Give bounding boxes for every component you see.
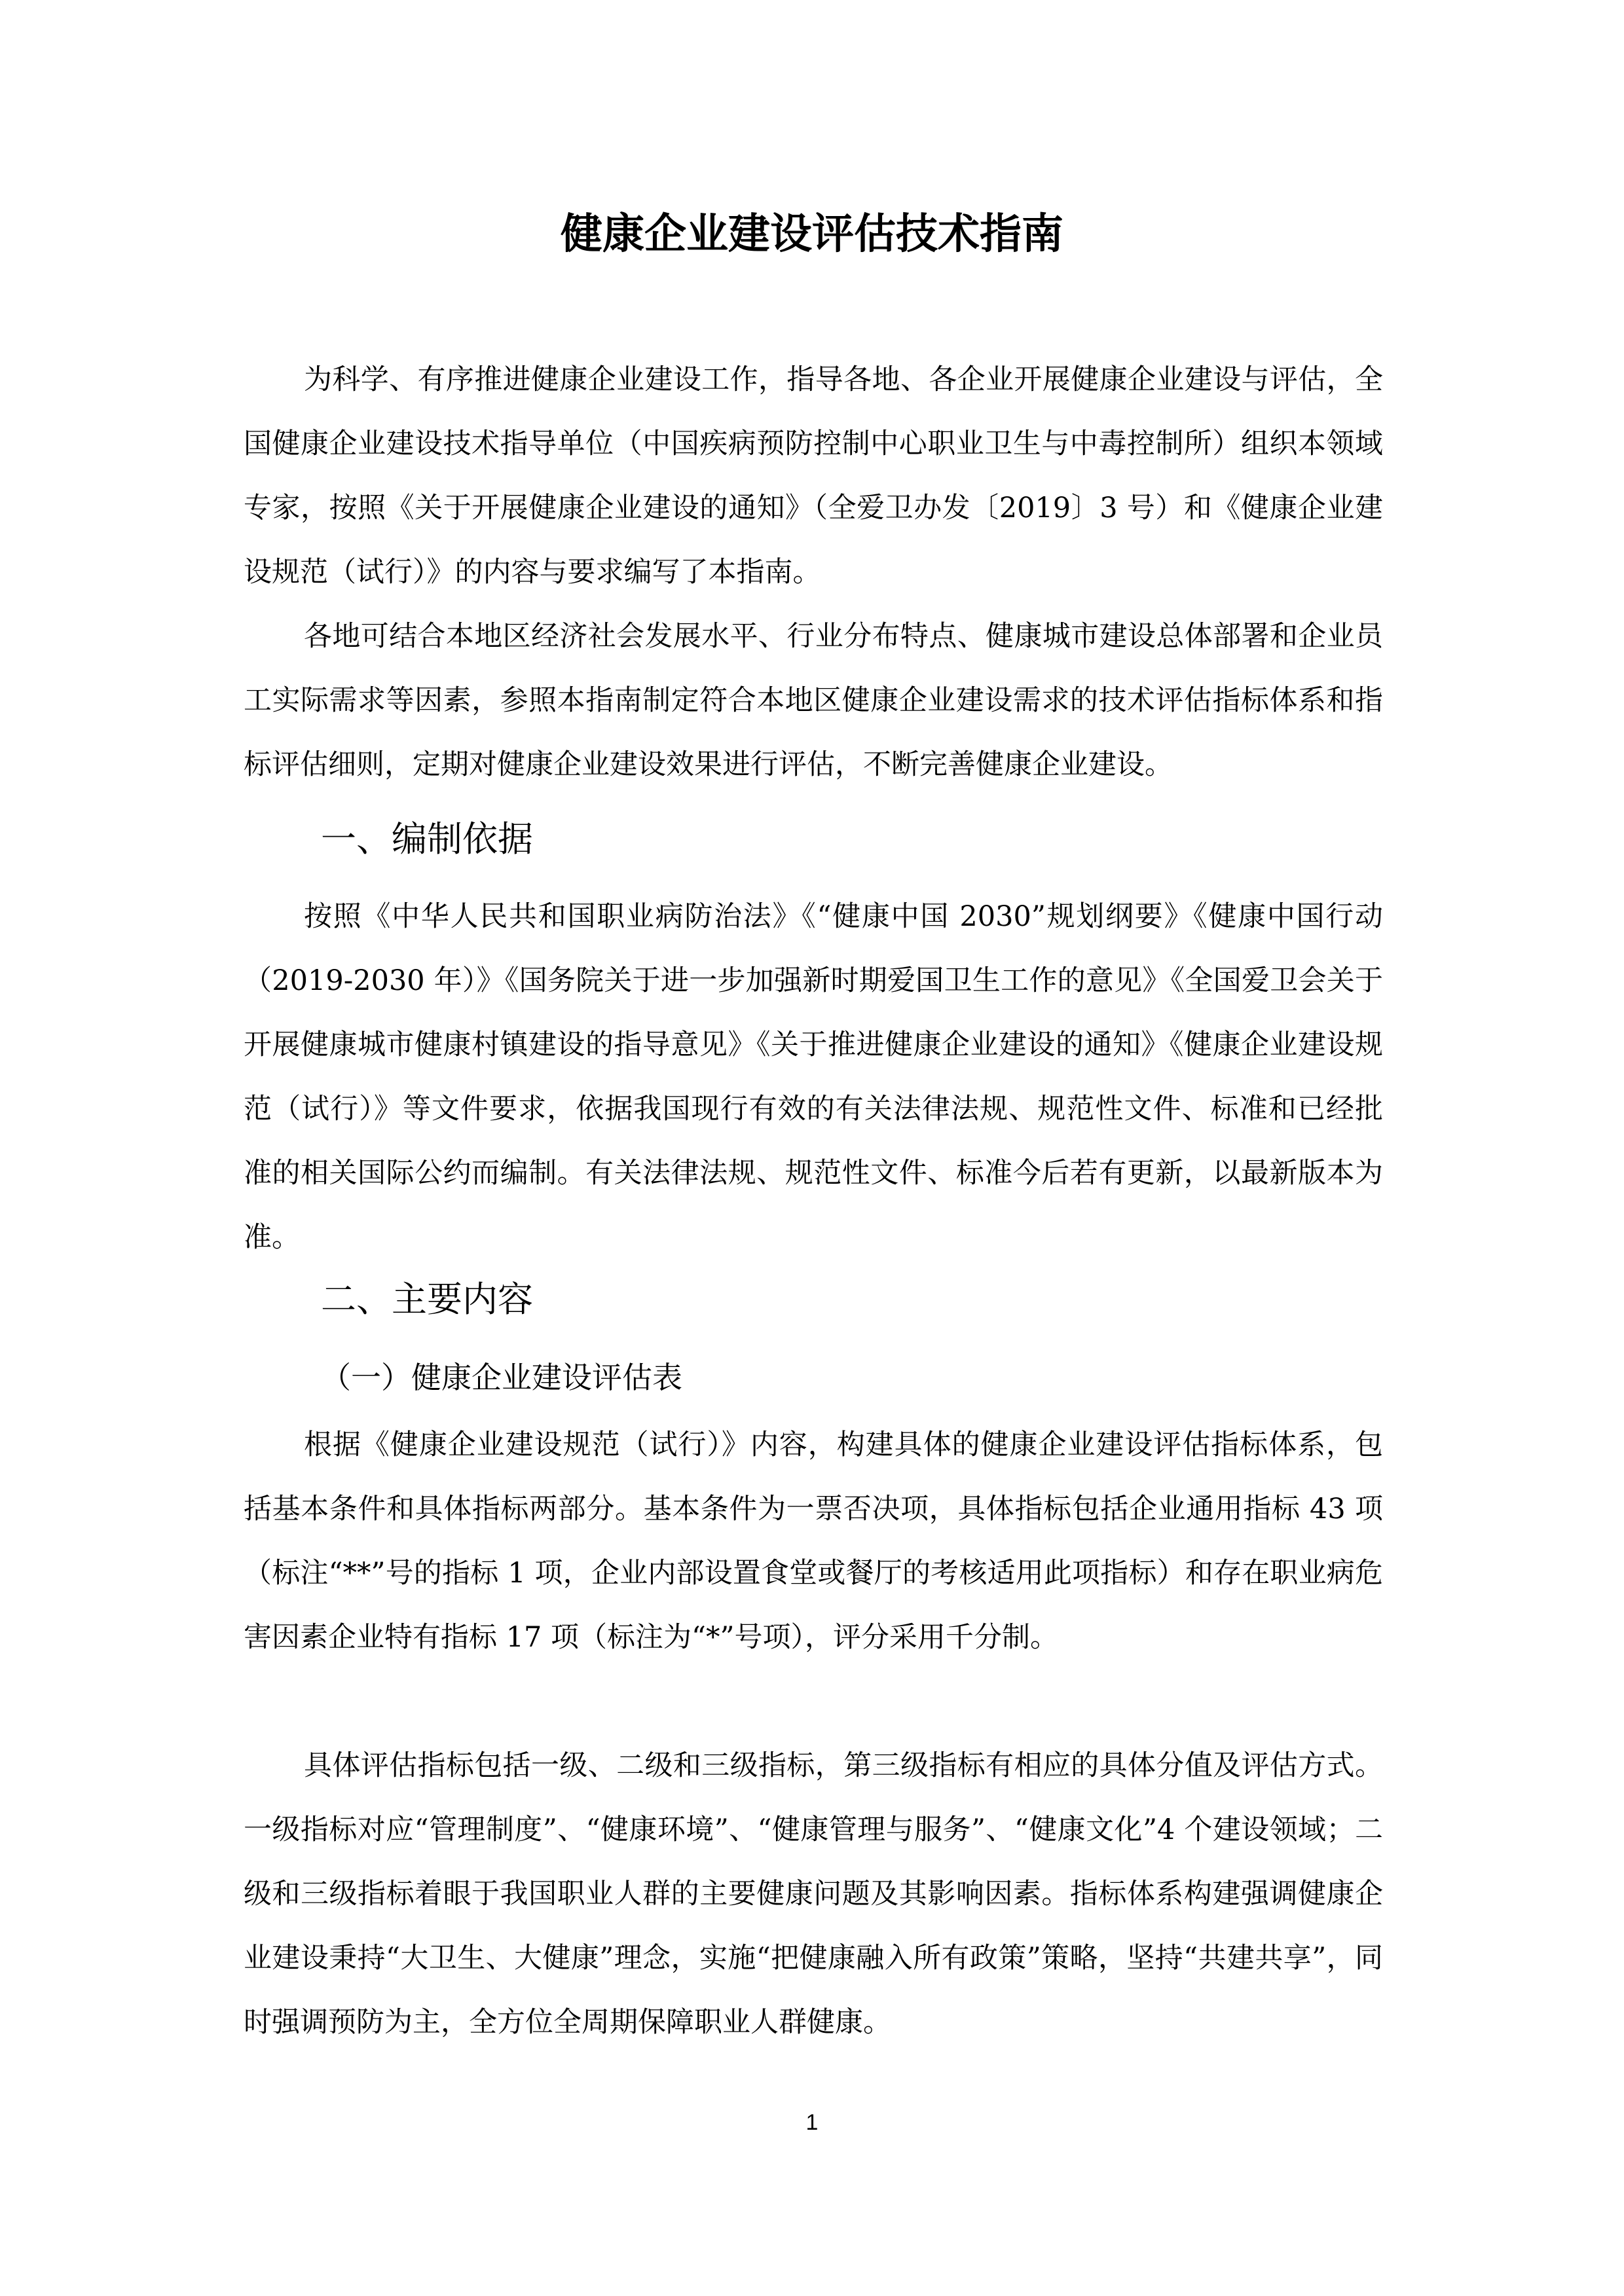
content-paragraph-2: 具体评估指标包括一级、二级和三级指标，第三级指标有相应的具体分值及评估方式。一级指标对应“管理制度”、“健康环境”、“健康管理与服务”、“健康文化”4 个建设领域；二级和三级指标着眼于我国职业人群的主要健康问题及其影响因素。指标体系构建强调健康企业建设秉持“大卫生、大健康”理念，实施“把健康融入所有政策”策略，坚持“共建共享”，同时强调预防为主，全方位全周期保障职业人群健康。 — [244, 1749, 1383, 2039]
document-title: 健康企业建设评估技术指南 — [561, 210, 1063, 259]
section-heading-content: 二、主要内容 — [321, 1279, 533, 1320]
section-heading-basis: 一、编制依据 — [321, 818, 533, 860]
content-paragraph: 根据《健康企业建设规范（试行）》内容，构建具体的健康企业建设评估指标体系，包括基本条件和具体指标两部分。基本条件为一票否决项，具体指标包括企业通用指标 43 项（标注“**”号的指标 1 项，企业内部设置食堂或餐厅的考核适用此项指标）和存在职业病危害因素企业特有指标 17 项（标注为“*”号项），评分采用千分制。 — [244, 1429, 1383, 1654]
page-number: 1 — [805, 2110, 819, 2135]
intro-paragraph: 为科学、有序推进健康企业建设工作，指导各地、各企业开展健康企业建设与评估，全国健康企业建设技术指导单位（中国疾病预防控制中心职业卫生与中毒控制所）组织本领域专家，按照《关于开展健康企业建设的通知》（全爱卫办发〔2019〕3 号）和《健康企业建设规范（试行）》的内容与要求编写了本指南。 — [244, 363, 1383, 589]
subsection-heading-assessment-table: （一）健康企业建设评估表 — [321, 1360, 682, 1395]
intro-paragraph-2: 各地可结合本地区经济社会发展水平、行业分布特点、健康城市建设总体部署和企业员工实际需求等因素，参照本指南制定符合本地区健康企业建设需求的技术评估指标体系和指标评估细则，定期对健康企业建设效果进行评估，不断完善健康企业建设。 — [244, 620, 1383, 781]
basis-paragraph: 按照《中华人民共和国职业病防治法》《“健康中国 2030”规划纲要》《健康中国行动（2019-2030 年）》《国务院关于进一步加强新时期爱国卫生工作的意见》《全国爱卫会关于开展健康城市健康村镇建设的指导意见》《关于推进健康企业建设的通知》《健康企业建设规范（试行）》等文件要求，依据我国现行有效的有关法律法规、规范性文件、标准和已经批准的相关国际公约而编制。有关法律法规、规范性文件、标准今后若有更新，以最新版本为准。 — [244, 900, 1383, 1254]
